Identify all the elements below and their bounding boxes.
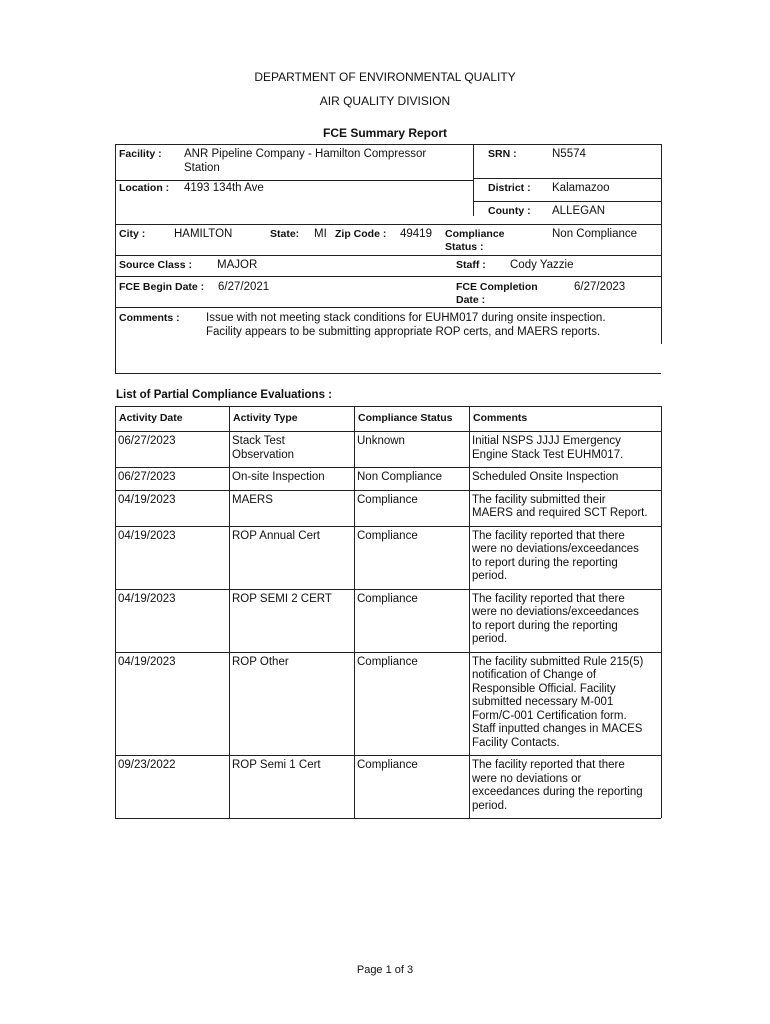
activity-date: 09/23/2022 [118, 759, 176, 771]
comments-line1: Issue with not meeting stack conditions for EUHM017 during onsite inspection. [206, 312, 606, 324]
location-value: 4193 134th Ave [184, 182, 264, 194]
srn-label: SRN : [488, 148, 517, 160]
compliance-status: Compliance [357, 759, 418, 771]
srn-value: N5574 [552, 148, 586, 160]
activity-type: MAERS [232, 493, 273, 506]
fce-begin-value: 6/27/2021 [218, 281, 270, 293]
row-comment: The facility reported that there [472, 592, 625, 605]
row-comment: were no deviations/exceedances [472, 606, 639, 618]
table-rule [354, 406, 355, 818]
activity-date: 06/27/2023 [118, 471, 176, 483]
report-title: FCE Summary Report [322, 126, 448, 140]
facility-name-line1: ANR Pipeline Company - Hamilton Compressor [184, 148, 427, 160]
row-comment: submitted necessary M-001 [472, 696, 614, 708]
row-comment: Scheduled Onsite Inspection [472, 471, 619, 483]
row-comment: to report during the reporting [472, 556, 618, 569]
staff-label: Staff : [456, 259, 486, 271]
compliance-status: Compliance [357, 655, 418, 668]
table-rule [115, 406, 661, 407]
table-rule [661, 406, 662, 818]
row-comment: Responsible Official. Facility [472, 682, 616, 695]
table-rule [115, 755, 661, 756]
row-comment: The facility reported that there [472, 759, 625, 771]
district-label: District : [488, 182, 531, 194]
row-comment: were no deviations or [472, 772, 582, 785]
row-comment: notification of Change of [472, 669, 597, 681]
city-value: HAMILTON [174, 228, 233, 240]
facility-label: Facility : [119, 148, 162, 160]
row-comment: MAERS and required SCT Report. [472, 507, 648, 519]
table-rule [115, 589, 661, 590]
compliance-status: Non Compliance [357, 471, 443, 483]
compliance-status: Compliance [357, 529, 418, 542]
activity-date: 06/27/2023 [118, 435, 176, 447]
zip-label: Zip Code : [335, 228, 387, 240]
row-comment: Facility Contacts. [472, 736, 560, 749]
row-comment: period. [472, 633, 508, 645]
activity-date: 04/19/2023 [118, 493, 176, 506]
activity-date: 04/19/2023 [118, 592, 176, 605]
header-activity-type: Activity Type [233, 412, 298, 424]
division-heading: AIR QUALITY DIVISION [319, 94, 451, 108]
header-compliance-status: Compliance Status [358, 412, 453, 424]
fce-completion-label: FCE Completion [456, 281, 538, 293]
activity-type: ROP SEMI 2 CERT [232, 592, 332, 605]
table-rule [115, 490, 661, 491]
row-comment: Engine Stack Test EUHM017. [472, 448, 624, 461]
compliance-status-value: Non Compliance [552, 228, 638, 240]
activity-type: ROP Other [232, 655, 289, 668]
row-comment: Form/C-001 Certification form. [472, 709, 627, 722]
row-comment: period. [472, 570, 508, 582]
county-value: ALLEGAN [552, 205, 606, 217]
row-comment: period. [472, 799, 508, 812]
activity-type: Stack Test [232, 435, 285, 447]
row-comment: The facility submitted their [472, 493, 606, 506]
row-comment: exceedances during the reporting [472, 786, 643, 798]
header-comments: Comments [473, 412, 528, 424]
row-comment: Staff inputted changes in MACES [472, 723, 643, 735]
source-class-label: Source Class : [119, 259, 192, 271]
fce-begin-label: FCE Begin Date : [119, 281, 205, 293]
table-rule [115, 526, 661, 527]
compliance-status: Compliance [357, 592, 418, 605]
location-label: Location : [119, 182, 170, 194]
city-label: City : [119, 228, 146, 240]
row-comment: were no deviations/exceedances [472, 543, 639, 555]
table-rule [115, 652, 661, 653]
state-value: MI [314, 228, 327, 240]
activity-date: 04/19/2023 [118, 529, 176, 542]
zip-value: 49419 [400, 228, 432, 240]
source-class-value: MAJOR [217, 259, 258, 271]
table-rule [469, 406, 470, 818]
row-comment: to report during the reporting [472, 619, 618, 632]
facility-name-line2: Station [184, 162, 220, 174]
compliance-status: Compliance [357, 493, 418, 506]
row-comment: The facility submitted Rule 215(5) [472, 655, 644, 668]
district-value: Kalamazoo [552, 182, 610, 194]
table-rule [115, 431, 661, 432]
fce-completion-value: 6/27/2023 [574, 281, 626, 293]
row-comment: The facility reported that there [472, 529, 625, 542]
activity-type: ROP Annual Cert [232, 529, 321, 542]
table-rule [115, 818, 661, 819]
row-comment: Initial NSPS JJJJ Emergency [472, 435, 621, 447]
header-activity-date: Activity Date [119, 412, 183, 424]
activity-type: ROP Semi 1 Cert [232, 759, 321, 771]
page-number: Page 1 of 3 [356, 964, 414, 976]
fce-completion-label-2: Date : [456, 294, 486, 306]
compliance-status-label: Compliance [445, 228, 505, 240]
compliance-status: Unknown [357, 435, 405, 447]
county-label: County : [488, 205, 531, 217]
table-rule [229, 406, 230, 818]
table-rule [115, 467, 661, 468]
department-heading: DEPARTMENT OF ENVIRONMENTAL QUALITY [254, 70, 516, 84]
table-rule [115, 406, 116, 818]
compliance-status-label-2: Status : [445, 241, 484, 253]
activity-type: On-site Inspection [232, 471, 325, 483]
activity-type: Observation [232, 448, 295, 461]
staff-value: Cody Yazzie [510, 259, 574, 271]
comments-line2: Facility appears to be submitting appropriate ROP certs, and MAERS reports. [206, 326, 601, 338]
activity-date: 04/19/2023 [118, 655, 176, 668]
comments-label: Comments : [119, 312, 180, 324]
state-label: State: [270, 228, 300, 240]
pce-list-title: List of Partial Compliance Evaluations : [116, 389, 332, 401]
